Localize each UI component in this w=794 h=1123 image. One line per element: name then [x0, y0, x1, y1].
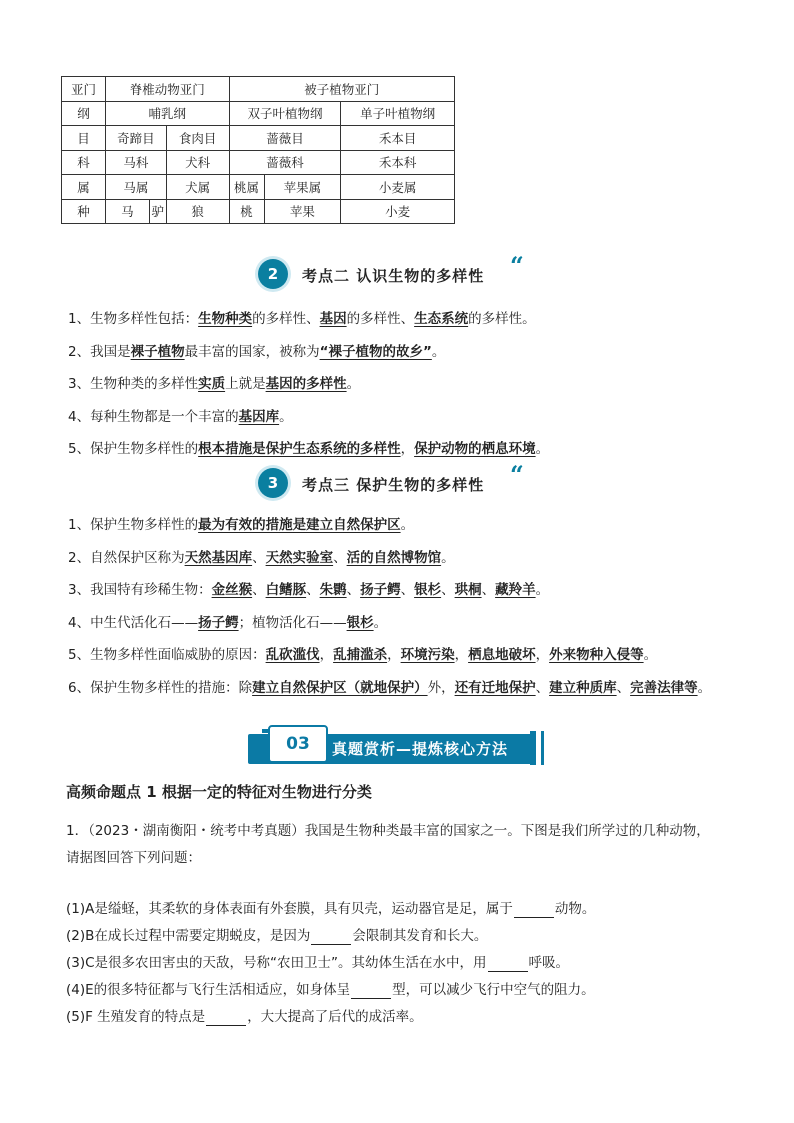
- table-cell: 马: [105, 199, 149, 224]
- key-term: 银杉: [346, 614, 374, 631]
- text-span: 、: [346, 582, 361, 598]
- text-span: 4、每种生物都是一个丰富的: [68, 408, 239, 425]
- key-term: 基因库: [238, 408, 280, 425]
- question-item: [66, 951, 569, 972]
- table-cell: 单子叶植物纲: [341, 101, 455, 126]
- table-cell: 科: [62, 150, 106, 175]
- bullet-line: [68, 611, 387, 631]
- chapter-banner: [248, 725, 550, 769]
- question-intro: 1．（2023・湖南衡阳・统考中考真题）我国是生物种类最丰富的国家之一。下图是我们所学过的几种动物，: [66, 823, 710, 839]
- answer-blank[interactable]: [351, 982, 391, 999]
- key-term: 白鳍豚: [265, 582, 307, 598]
- table-cell: 马属: [105, 175, 166, 200]
- bullet-line: [68, 676, 711, 696]
- text-span: 、: [481, 582, 496, 598]
- text-span: 、: [441, 582, 455, 598]
- bullet-line: [68, 405, 293, 425]
- text-span: 5、生物多样性面临威胁的原因：: [68, 647, 266, 663]
- text-span: 、: [333, 549, 347, 566]
- text-span: ，: [387, 647, 401, 663]
- quote-icon: “: [510, 460, 524, 489]
- question-item: [66, 1005, 423, 1026]
- text-span: 3、我国特有珍稀生物：: [68, 582, 212, 598]
- table-cell: 狼: [166, 199, 229, 224]
- question-item: [66, 978, 595, 999]
- section-number-badge: 3: [258, 468, 288, 498]
- key-term: 珙桐: [454, 582, 482, 598]
- question-text: ，大大提高了后代的成活率。: [247, 1009, 423, 1025]
- text-span: 。: [535, 441, 550, 457]
- text-span: 1、生物多样性包括：: [68, 311, 199, 327]
- text-span: 1、保护生物多样性的: [68, 517, 199, 533]
- table-row: [62, 175, 455, 200]
- key-term: 环境污染: [400, 647, 455, 663]
- text-span: 。: [279, 408, 293, 425]
- bullet-line: [68, 372, 360, 392]
- table-cell: 桃: [229, 199, 264, 224]
- table-cell: 哺乳纲: [105, 101, 229, 126]
- key-term: 栖息地破坏: [468, 647, 536, 663]
- key-term: 保护动物的栖息环境: [414, 441, 536, 457]
- bullet-line: [68, 340, 445, 360]
- table-cell: 桃属: [229, 175, 264, 200]
- text-span: ，: [400, 441, 415, 457]
- question-text: 会限制其发育和长大。: [352, 928, 488, 944]
- section-number-badge: 2: [258, 259, 288, 289]
- table-cell: 被子植物亚门: [229, 77, 454, 102]
- text-span: 上就是: [225, 376, 266, 392]
- banner-decoration: [530, 731, 536, 765]
- key-term: 根本措施是保护生态系统的多样性: [198, 441, 401, 457]
- question-text: 动物。: [554, 901, 596, 917]
- text-span: 。: [373, 614, 388, 631]
- table-row: [62, 126, 455, 151]
- key-term: 实质: [198, 376, 226, 392]
- text-span: ，: [319, 647, 334, 663]
- table-cell: 脊椎动物亚门: [105, 77, 229, 102]
- text-span: 、: [306, 582, 320, 598]
- table-cell: 蔷薇目: [229, 126, 341, 151]
- text-span: 2、我国是: [68, 343, 131, 360]
- table-cell: 亚门: [62, 77, 106, 102]
- quote-icon: “: [510, 251, 524, 280]
- text-span: 的多样性、: [346, 311, 415, 327]
- key-term: 乱捕滥杀: [333, 647, 388, 663]
- banner-decoration: [541, 731, 544, 765]
- banner-number: 03: [268, 725, 328, 763]
- key-term: 天然实验室: [265, 549, 334, 566]
- text-span: 、: [400, 582, 415, 598]
- bullet-line: [68, 578, 549, 598]
- key-term: 最为有效的措施是建立自然保护区: [198, 517, 401, 533]
- table-cell: 苹果属: [264, 175, 341, 200]
- section-title: 考点三 保护生物的多样性: [302, 476, 485, 494]
- key-term: 金丝猴: [211, 582, 253, 598]
- key-term: 基因: [319, 311, 347, 327]
- table-cell: 驴: [149, 199, 166, 224]
- section-header-2: [0, 251, 794, 293]
- table-cell: 种: [62, 199, 106, 224]
- key-term: 完善法律等: [630, 679, 698, 696]
- question-text: 型，可以减少飞行中空气的阻力。: [392, 982, 595, 998]
- text-span: 的多样性。: [468, 311, 536, 327]
- section-header-3: [0, 460, 794, 502]
- text-span: 5、保护生物多样性的: [68, 441, 199, 457]
- table-cell: 目: [62, 126, 106, 151]
- key-term: 外来物种入侵等: [549, 647, 644, 663]
- key-term: 天然基因库: [184, 549, 253, 566]
- table-cell: 纲: [62, 101, 106, 126]
- key-term: 活的自然博物馆: [346, 549, 442, 566]
- key-term: 基因的多样性: [265, 376, 347, 392]
- table-cell: 食肉目: [166, 126, 229, 151]
- text-span: 、: [252, 582, 266, 598]
- key-term: 裸子植物: [130, 343, 185, 360]
- text-span: ；植物活化石——: [238, 614, 347, 631]
- key-term: 朱鹮: [319, 582, 347, 598]
- bullet-line: [68, 546, 455, 566]
- table-cell: 犬科: [166, 150, 229, 175]
- text-span: 。: [431, 343, 446, 360]
- table-cell: 马科: [105, 150, 166, 175]
- key-term: 扬子鳄: [360, 582, 401, 598]
- text-span: 、: [616, 679, 631, 696]
- question-intro: 请据图回答下列问题：: [66, 850, 201, 866]
- text-span: 。: [643, 647, 658, 663]
- question-text: (3)C是很多农田害虫的天敌，号称“农田卫士”。其幼体生活在水中，用: [66, 955, 487, 971]
- key-term: “裸子植物的故乡”: [319, 343, 432, 360]
- question-text: (5)F 生殖发育的特点是: [66, 1009, 206, 1025]
- text-span: 4、中生代活化石——: [68, 614, 199, 631]
- bullet-line: [68, 513, 414, 533]
- section-title: 考点二 认识生物的多样性: [302, 267, 485, 285]
- table-row: [62, 150, 455, 175]
- question-text: (1)A是缢蛏，其柔软的身体表面有外套膜，具有贝壳，运动器官是足，属于: [66, 901, 513, 917]
- key-term: 建立种质库: [549, 679, 617, 696]
- table-cell: 奇蹄目: [105, 126, 166, 151]
- key-term: 建立自然保护区（就地保护）: [252, 679, 428, 696]
- key-term: 乱砍滥伐: [265, 647, 320, 663]
- question-text: (4)E的很多特征都与飞行生活相适应，如身体呈: [66, 982, 351, 998]
- question-text: 呼吸。: [528, 955, 570, 971]
- table-cell: 小麦: [341, 199, 455, 224]
- table-cell: 苹果: [264, 199, 341, 224]
- text-span: 。: [346, 376, 361, 392]
- text-span: ，: [454, 647, 469, 663]
- table-cell: 禾本目: [341, 126, 455, 151]
- key-term: 生态系统: [414, 311, 469, 327]
- key-term: 银杉: [414, 582, 442, 598]
- key-term: 生物种类: [198, 311, 253, 327]
- table-row: [62, 199, 455, 224]
- question-item: [66, 897, 595, 918]
- text-span: 。: [535, 582, 550, 598]
- key-term: 藏羚羊: [495, 582, 536, 598]
- banner-title: 真题赏析—提炼核心方法: [332, 740, 509, 758]
- text-span: 。: [441, 549, 455, 566]
- text-span: 、: [535, 679, 550, 696]
- table-cell: 属: [62, 175, 106, 200]
- text-span: 外，: [427, 679, 455, 696]
- question-item: [66, 924, 487, 945]
- answer-blank[interactable]: [488, 955, 528, 972]
- text-span: ，: [535, 647, 550, 663]
- topic-heading: 高频命题点 1 根据一定的特征对生物进行分类: [66, 783, 372, 801]
- text-span: 。: [400, 517, 415, 533]
- answer-blank[interactable]: [206, 1009, 246, 1026]
- bullet-line: [68, 643, 657, 663]
- table-row: [62, 77, 455, 102]
- key-term: 扬子鳄: [198, 614, 239, 631]
- table-cell: 双子叶植物纲: [229, 101, 341, 126]
- text-span: 、: [252, 549, 266, 566]
- text-span: 最丰富的国家，被称为: [184, 343, 320, 360]
- question-text: (2)B在成长过程中需要定期蜕皮，是因为: [66, 928, 311, 944]
- key-term: 还有迁地保护: [454, 679, 536, 696]
- table-cell: 犬属: [166, 175, 229, 200]
- text-span: 2、自然保护区称为: [68, 549, 185, 566]
- bullet-line: [68, 437, 549, 457]
- text-span: 。: [697, 679, 712, 696]
- text-span: 3、生物种类的多样性: [68, 376, 199, 392]
- table-cell: 小麦属: [341, 175, 455, 200]
- answer-blank[interactable]: [514, 901, 554, 918]
- bullet-line: [68, 307, 536, 327]
- table-cell: 禾本科: [341, 150, 455, 175]
- text-span: 6、保护生物多样性的措施：除: [68, 679, 253, 696]
- table-row: [62, 101, 455, 126]
- table-cell: 蔷薇科: [229, 150, 341, 175]
- text-span: 的多样性、: [252, 311, 320, 327]
- answer-blank[interactable]: [311, 928, 351, 945]
- taxonomy-table: [61, 76, 455, 224]
